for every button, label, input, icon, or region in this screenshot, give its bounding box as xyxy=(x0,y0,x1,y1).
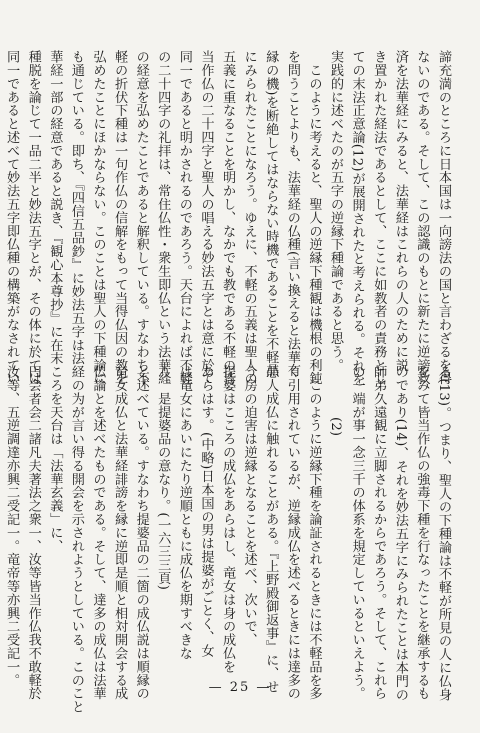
text-line: も通じている。即ち、『四信五品鈔』に妙法五字は法 xyxy=(68,50,84,365)
text-line: ての末法正意論(12)が展開されたと考えられる。それを xyxy=(349,50,365,387)
text-line: 悪人成仏に触れることがある。『上野殿御返事』に、せ xyxy=(263,365,279,694)
text-line: 経の为が言い得る開会を示されようとしている。このこと xyxy=(68,365,84,714)
text-line: の一端が事一念三千の体系を規定しているといえよう。 xyxy=(349,365,365,700)
text-line: ころを天台は「法華玄義」に、 xyxy=(47,365,63,553)
text-line: 同一であると明かされるのであろう。天台によれば不軽 xyxy=(176,50,192,385)
text-line: き置かれた経法であるとして、ここに如教者の責務とし xyxy=(371,50,387,385)
text-line: のであり(14)、それを妙法五字にみられたことは本門の xyxy=(392,365,408,702)
text-line: 済を法華経にみると、法華経はこれらの人のために説 xyxy=(392,50,408,372)
text-line: と述べている。すなわち提婆品の二箇の成仏説は順縁の xyxy=(133,365,149,700)
text-line: く引用されているが、逆縁成仏を述べるときには達多の xyxy=(284,365,300,700)
text-line: 師弟久遠観に立脚されるからであろう。そして、これら xyxy=(371,365,387,700)
text-line: 当作仏の二十四字と聖人の唱える妙法五字とは意に於て xyxy=(198,50,214,385)
text-line: このように考えると、聖人の逆縁下種観は機根の利鈍 xyxy=(306,50,322,385)
text-line: 汝等、五逆調達亦興二受記一。竜帝等亦興二受記一。 xyxy=(4,365,20,687)
text-line: り。是提婆品の意なり。(一六三三頁) xyxy=(155,365,171,591)
text-line: 種脱を論じて一品二半と妙法五字とが、その体に於ては xyxy=(25,50,41,385)
text-line: ないのである。そして、この認識のもとに新たに逆謗救 xyxy=(414,50,430,385)
text-line: 実践的に述べたのが五字の逆縁下種論であると思う。 xyxy=(328,50,344,372)
text-line: の経意を弘めたことであると解釈している。すなわち不 xyxy=(133,50,149,385)
text-line: 竜女成仏と法華経誹謗を縁に逆即是順と相対開会する成 xyxy=(112,365,128,700)
text-line: にみられたことになろう。ゆえに、不軽の五義は聖人の xyxy=(241,50,257,385)
upper-text-block xyxy=(4,50,454,387)
text-line: このように逆縁下種を論証されるときには不軽品を多 xyxy=(306,365,322,700)
text-line: る(13)。つまり、聖人の下種論は不軽が所見の人に仏身 xyxy=(436,365,451,702)
section-heading: (2) xyxy=(328,417,344,437)
text-line: 円会者会二諸凡夫著法之衆一、汝等皆当作仏我不敢軽於 xyxy=(25,365,41,700)
text-line: 同一であると述べて妙法五字即仏種の構築がなされてい xyxy=(4,50,20,385)
text-line: 諦充満のところに日本国は一向謗法の国と言わざるを得 xyxy=(436,50,451,385)
text-line: の二十四字の礼拝は、常住仏性・衆生即仏という法華経 xyxy=(155,50,171,385)
text-line: は竜女にあいにたり逆順ともに成仏を期すべきな xyxy=(176,365,192,660)
text-line: をみて皆当作仏の強毒下種を行なったことを継承するも xyxy=(414,365,430,700)
text-line: あらはす。(中略)日本国の男は提婆がごとく、女 xyxy=(198,365,214,658)
text-line: う房の迫害は逆縁となることを述べ、次いで、 xyxy=(241,365,257,647)
page-number: — 25 — xyxy=(208,680,272,695)
text-line: を問うことよりも、法華経の仏種(言い換えると法華有 xyxy=(284,50,300,377)
text-line: 華経一部の経意であると説き、『観心本尊抄』に在末 xyxy=(47,50,63,365)
text-line: 五義に重なることを明かし、なかでも教である不軽の皆 xyxy=(220,50,236,385)
text-line: 縁の機)を断絶してはならない時機であることを不軽品 xyxy=(263,50,279,377)
text-line: 弘めたことにほかならない。このことは聖人の下種論に xyxy=(90,50,106,385)
text-line: 軽の折伏下種は一句作仏の信解をもって当得仏因の教を xyxy=(112,50,128,385)
text-line: 仏論とを述べたものである。そして、達多の成仏は法華 xyxy=(90,365,106,700)
text-line: 提婆はこころの成仏をあらはし、竜女は身の成仏を xyxy=(220,365,236,674)
